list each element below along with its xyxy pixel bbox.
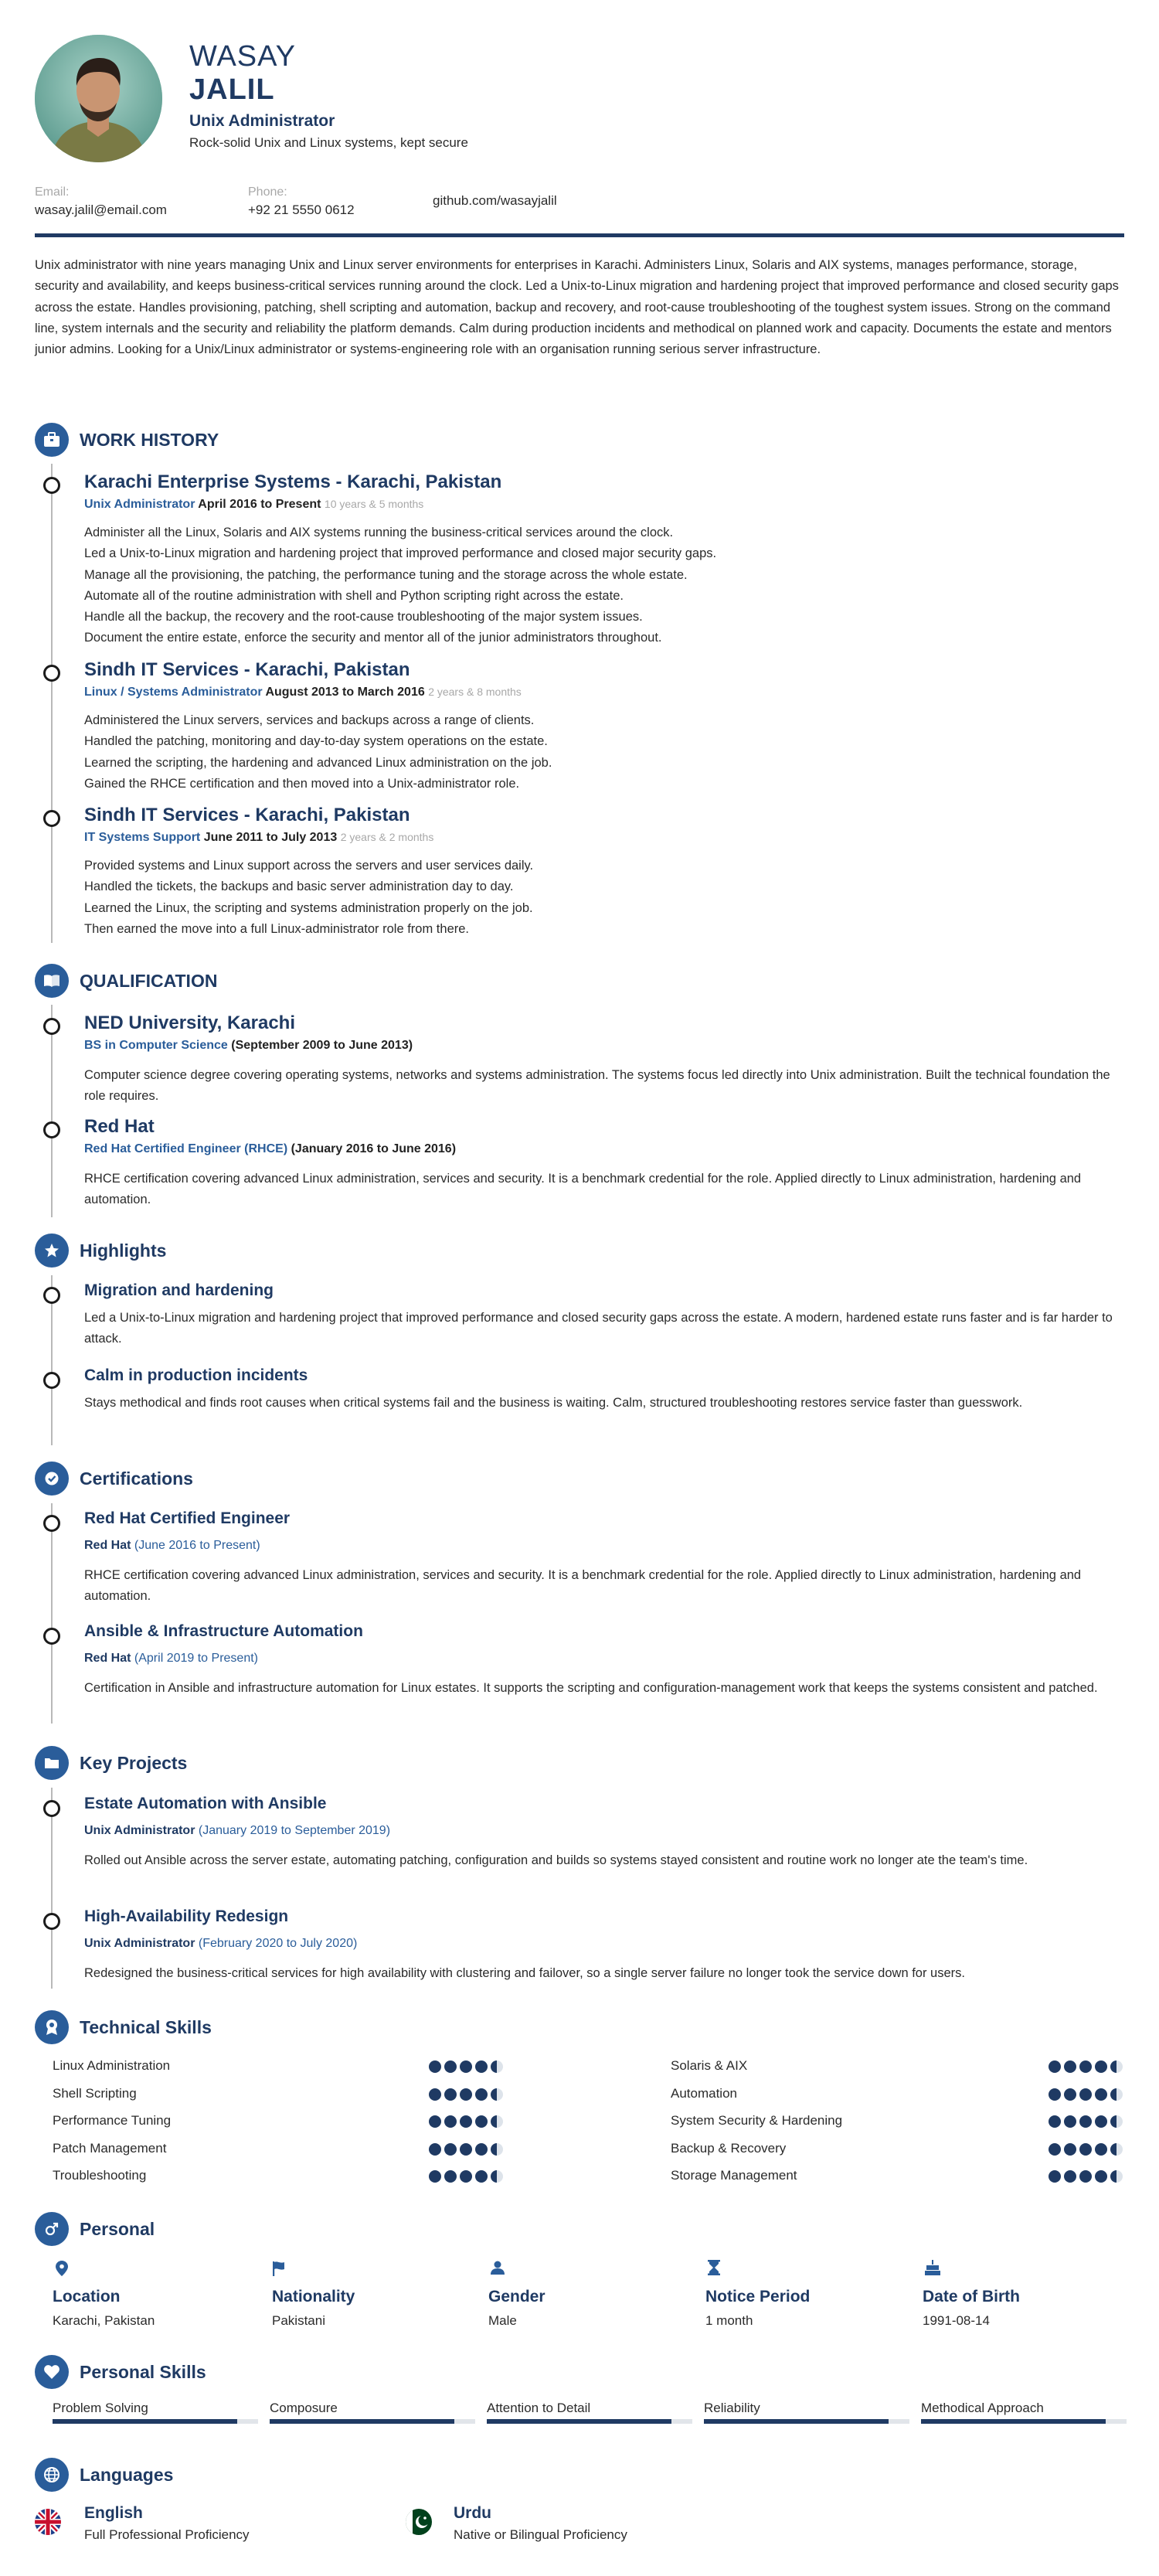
education-entry xyxy=(84,1116,1124,1211)
rating-dot xyxy=(1079,2170,1092,2183)
phone-value[interactable]: +92 21 5550 0612 xyxy=(248,202,355,217)
personal-skill-bar-fill xyxy=(270,2419,454,2424)
uk-flag-icon xyxy=(35,2509,61,2535)
company-name: Sindh IT Services - Karachi, Pakistan xyxy=(84,805,410,825)
star-badge-icon xyxy=(35,1234,69,1268)
highlight-title: Migration and hardening xyxy=(84,1281,274,1299)
section-title: Personal Skills xyxy=(80,2361,206,2382)
personal-skill-bar xyxy=(53,2419,258,2424)
skill-rating xyxy=(1049,2088,1123,2101)
skill-name: Shell Scripting xyxy=(53,2085,137,2101)
skill-rating xyxy=(1049,2115,1123,2128)
job-entry xyxy=(84,805,1124,940)
personal-label: Gender xyxy=(488,2288,546,2305)
bullet: Automate all of the routine administration with shell and Python scripting right across the estate. xyxy=(84,588,624,603)
job-meta xyxy=(84,498,1124,512)
job-bullets xyxy=(84,856,1124,940)
summary: Unix administrator with nine years managing Unix and Linux server environments for enterprises in Karachi. Administers Linux, Solaris and AIX systems, manages performance, storage, security and availability, and keeps business-critical services running around the clock. Led a Unix-to-Linux migration and hardening project that improved performance and closed security gaps across the estate. Handles provisioning, patching, shell scripting and automation, backup and recovery, and root-cause troubleshooting of the toughest system issues. Strong on the command line, system internals and the security and reliability the platform demands. Calm during production incidents and methodical on planned work and capacity. Documents the estate and mentors junior admins. Looking for a Unix/Linux administrator or systems-engineering role with an organisation running serious server infrastructure. xyxy=(35,258,1119,357)
rating-dot xyxy=(1064,2143,1076,2156)
globe-icon xyxy=(35,2458,69,2492)
rating-dot xyxy=(1110,2088,1123,2101)
project-text: Rolled out Ansible across the server estate, automating patching, configuration and builds so systems stayed consistent and routine work no longer ate the team's time. xyxy=(84,1853,1028,1867)
technical-skills-header xyxy=(35,2010,212,2044)
gender-icon xyxy=(35,2212,69,2246)
project-role: Unix Administrator xyxy=(84,1824,195,1837)
rating-dot xyxy=(1049,2060,1061,2073)
personal-skill-bar-fill xyxy=(704,2419,889,2424)
job-bullets xyxy=(84,522,1124,649)
section-title: Certifications xyxy=(80,1468,193,1489)
rating-dot xyxy=(444,2115,457,2128)
education-text: Computer science degree covering operating systems, networks and systems administration. The systems focus led directly into Unix administration. Built the technical foundation the role requires. xyxy=(84,1068,1110,1104)
phone-label: Phone: xyxy=(248,185,287,199)
personal-skill-name: Attention to Detail xyxy=(487,2401,591,2415)
email-block xyxy=(35,185,167,218)
rating-dot xyxy=(460,2143,472,2156)
website-block xyxy=(433,193,557,209)
rating-dot xyxy=(491,2170,503,2183)
rating-dot xyxy=(1049,2115,1061,2128)
job-dates: August 2013 to March 2016 xyxy=(265,686,425,699)
rating-dot xyxy=(1064,2170,1076,2183)
section-title: Key Projects xyxy=(80,1752,188,1773)
language-level: Full Professional Proficiency xyxy=(84,2527,250,2542)
company-name: Sindh IT Services - Karachi, Pakistan xyxy=(84,659,410,680)
project-entry xyxy=(84,1795,1124,1871)
rating-dot xyxy=(1095,2088,1107,2101)
rating-dot xyxy=(1049,2088,1061,2101)
cake-icon xyxy=(925,2260,940,2280)
personal-header xyxy=(35,2212,155,2246)
certificate-check-icon xyxy=(35,1462,69,1496)
rating-dot xyxy=(1095,2060,1107,2073)
rating-dot xyxy=(1064,2060,1076,2073)
rating-dot xyxy=(429,2115,441,2128)
skill-name: Backup & Recovery xyxy=(671,2140,787,2156)
job-duration: 2 years & 8 months xyxy=(428,686,522,698)
job-dates: April 2016 to Present xyxy=(198,498,321,511)
certification-issuer: Red Hat xyxy=(84,1652,131,1665)
email-label: Email: xyxy=(35,185,70,199)
rating-dot xyxy=(475,2060,488,2073)
certification-entry xyxy=(84,1622,1124,1699)
job-dates: June 2011 to July 2013 xyxy=(203,831,338,844)
work-history-header xyxy=(35,423,219,457)
rating-dot xyxy=(1064,2115,1076,2128)
languages-header xyxy=(35,2458,173,2492)
project-meta xyxy=(84,1824,1124,1838)
personal-skill-bar xyxy=(270,2419,475,2424)
certification-text: Certification in Ansible and infrastructure automation for Linux estates. It supports the scripting and configuration-management work that keeps the systems consistent and patched. xyxy=(84,1681,1098,1695)
section-title: Languages xyxy=(80,2464,174,2485)
project-entry xyxy=(84,1907,1124,1984)
personal-label: Nationality xyxy=(272,2288,355,2305)
skill-name: Automation xyxy=(671,2085,737,2101)
section-title: Highlights xyxy=(80,1240,167,1261)
personal-skill-name: Composure xyxy=(270,2401,338,2415)
timeline-line xyxy=(51,464,53,943)
skill-name: Linux Administration xyxy=(53,2058,171,2073)
job-duration: 10 years & 5 months xyxy=(324,498,424,510)
rating-dot xyxy=(1064,2088,1076,2101)
rating-dot xyxy=(1079,2060,1092,2073)
bullet: Handle all the backup, the recovery and the root-cause troubleshooting of the major system issues. xyxy=(84,610,643,624)
rating-dot xyxy=(1049,2143,1061,2156)
skill-rating xyxy=(1049,2143,1123,2156)
section-title: Technical Skills xyxy=(80,2016,212,2037)
profile-photo xyxy=(35,35,162,162)
certification-meta xyxy=(84,1539,1124,1553)
personal-skill-name: Problem Solving xyxy=(53,2401,148,2415)
rating-dot xyxy=(491,2060,503,2073)
personal-skill-bar-fill xyxy=(921,2419,1106,2424)
school-name: NED University, Karachi xyxy=(84,1012,295,1033)
bullet: Administered the Linux servers, services and backups across a range of clients. xyxy=(84,713,535,727)
rating-dot xyxy=(475,2170,488,2183)
job-entry xyxy=(84,659,1124,795)
bullet: Learned the Linux, the scripting and systems administration properly on the job. xyxy=(84,900,533,915)
bullet: Document the entire estate, enforce the security and mentor all of the junior administrators throughout. xyxy=(84,631,662,645)
certification-title: Red Hat Certified Engineer xyxy=(84,1509,291,1527)
rating-dot xyxy=(460,2115,472,2128)
timeline-dot xyxy=(43,1372,60,1389)
header-divider xyxy=(35,233,1124,237)
company-name: Karachi Enterprise Systems - Karachi, Pakistan xyxy=(84,471,502,492)
highlights-header xyxy=(35,1234,166,1268)
personal-skill-name: Methodical Approach xyxy=(921,2401,1044,2415)
job-meta xyxy=(84,831,1124,845)
personal-value: 1991-08-14 xyxy=(923,2313,990,2328)
location-pin-icon xyxy=(56,2261,68,2281)
rating-dot xyxy=(1110,2060,1123,2073)
rating-dot xyxy=(429,2143,441,2156)
rating-dot xyxy=(491,2088,503,2101)
job-position: Unix Administrator xyxy=(84,498,195,511)
personal-skill-bar xyxy=(487,2419,692,2424)
certification-text: RHCE certification covering advanced Linux administration, services and security. It is a benchmark credential for the role. Applied directly to Linux administration, hardening and automation. xyxy=(84,1568,1082,1604)
bullet: Then earned the move into a full Linux-administrator role from there. xyxy=(84,921,469,936)
rating-dot xyxy=(475,2088,488,2101)
skill-rating xyxy=(429,2088,503,2101)
rating-dot xyxy=(475,2115,488,2128)
rating-dot xyxy=(1110,2143,1123,2156)
email-value[interactable]: wasay.jalil@email.com xyxy=(35,202,167,217)
personal-value: 1 month xyxy=(705,2313,753,2328)
job-bullets xyxy=(84,710,1124,795)
project-title: Estate Automation with Ansible xyxy=(84,1795,327,1812)
projects-header xyxy=(35,1746,187,1780)
certification-entry xyxy=(84,1509,1124,1608)
job-meta xyxy=(84,686,1124,699)
education-meta xyxy=(84,1039,1124,1053)
section-title: WORK HISTORY xyxy=(80,429,219,450)
job-entry xyxy=(84,471,1124,649)
bullet: Led a Unix-to-Linux migration and hardening project that improved performance and closed major security gaps. xyxy=(84,546,717,561)
skill-rating xyxy=(1049,2060,1123,2073)
rating-dot xyxy=(460,2088,472,2101)
folder-icon xyxy=(35,1746,69,1780)
skill-rating xyxy=(429,2115,503,2128)
award-ribbon-icon xyxy=(35,2010,69,2044)
personal-value: Male xyxy=(488,2313,517,2328)
skill-name: Troubleshooting xyxy=(53,2168,147,2183)
certifications-header xyxy=(35,1462,193,1496)
education-text: RHCE certification covering advanced Linux administration, services and security. It is a benchmark credential for the role. Applied directly to Linux administration, hardening and automation. xyxy=(84,1172,1082,1207)
project-meta xyxy=(84,1937,1124,1951)
bullet: Learned the scripting, the hardening and advanced Linux administration on the job. xyxy=(84,755,552,770)
timeline-dot xyxy=(43,1121,60,1138)
rating-dot xyxy=(1079,2115,1092,2128)
project-dates: (February 2020 to July 2020) xyxy=(198,1937,358,1950)
personal-label: Date of Birth xyxy=(923,2288,1020,2305)
highlight-text: Led a Unix-to-Linux migration and hardening project that improved performance and closed security gaps across the estate. A modern, hardened estate runs faster and is far harder to attack. xyxy=(84,1311,1113,1346)
timeline-dot xyxy=(43,1628,60,1645)
skill-name: System Security & Hardening xyxy=(671,2113,843,2128)
section-title: Personal xyxy=(80,2218,155,2239)
rating-dot xyxy=(444,2060,457,2073)
briefcase-icon xyxy=(35,423,69,457)
hourglass-icon xyxy=(708,2260,720,2280)
personal-skills-header xyxy=(35,2355,206,2389)
highlight-title: Calm in production incidents xyxy=(84,1366,308,1384)
rating-dot xyxy=(460,2170,472,2183)
timeline-dot xyxy=(43,1913,60,1930)
rating-dot xyxy=(1095,2143,1107,2156)
rating-dot xyxy=(1095,2115,1107,2128)
rating-dot xyxy=(429,2088,441,2101)
book-icon xyxy=(35,964,69,998)
rating-dot xyxy=(460,2060,472,2073)
certification-meta xyxy=(84,1652,1124,1666)
degree: BS in Computer Science xyxy=(84,1039,228,1052)
heart-icon xyxy=(35,2355,69,2389)
pakistan-flag-icon xyxy=(406,2509,432,2535)
personal-label: Notice Period xyxy=(705,2288,811,2305)
highlight-entry xyxy=(84,1366,1124,1414)
education-dates: (September 2009 to June 2013) xyxy=(231,1039,413,1052)
bullet: Manage all the provisioning, the patching, the performance tuning and the storage across the whole estate. xyxy=(84,567,688,582)
rating-dot xyxy=(444,2143,457,2156)
skill-name: Solaris & AIX xyxy=(671,2058,748,2073)
bullet: Provided systems and Linux support across the servers and user services daily. xyxy=(84,859,534,873)
skill-name: Performance Tuning xyxy=(53,2113,172,2128)
rating-dot xyxy=(1095,2170,1107,2183)
rating-dot xyxy=(444,2088,457,2101)
skill-name: Storage Management xyxy=(671,2168,797,2183)
rating-dot xyxy=(475,2143,488,2156)
rating-dot xyxy=(1049,2170,1061,2183)
bullet: Handled the tickets, the backups and basic server administration day to day. xyxy=(84,880,514,894)
personal-label: Location xyxy=(53,2288,121,2305)
timeline-dot xyxy=(43,810,60,827)
highlight-text: Stays methodical and finds root causes when critical systems fail and the business is waiting. Calm, structured troubleshooting restores service faster than guesswork. xyxy=(84,1396,1023,1410)
education-dates: (January 2016 to June 2016) xyxy=(291,1142,457,1155)
rating-dot xyxy=(429,2060,441,2073)
phone-block xyxy=(248,185,355,218)
language-level: Native or Bilingual Proficiency xyxy=(454,2527,627,2542)
personal-skill-bar xyxy=(704,2419,909,2424)
language-name: English xyxy=(84,2504,143,2522)
language-name: Urdu xyxy=(454,2504,491,2522)
skill-rating xyxy=(429,2143,503,2156)
timeline-line xyxy=(51,1788,53,1989)
flag-icon xyxy=(272,2261,286,2281)
skill-name: Patch Management xyxy=(53,2140,167,2156)
qualification-header xyxy=(35,964,217,998)
project-role: Unix Administrator xyxy=(84,1937,195,1950)
certification-dates: (June 2016 to Present) xyxy=(134,1539,260,1552)
timeline-dot xyxy=(43,1287,60,1304)
personal-skill-name: Reliability xyxy=(704,2401,760,2415)
personal-value: Karachi, Pakistan xyxy=(53,2313,155,2328)
timeline-line xyxy=(51,1503,53,1724)
section-title: QUALIFICATION xyxy=(80,970,218,991)
job-position: Linux / Systems Administrator xyxy=(84,686,263,699)
bullet: Gained the RHCE certification and then moved into a Unix-administrator role. xyxy=(84,776,520,791)
rating-dot xyxy=(491,2143,503,2156)
certification-dates: (April 2019 to Present) xyxy=(134,1652,258,1665)
education-meta xyxy=(84,1142,1124,1156)
bullet: Administer all the Linux, Solaris and AIX systems running the business-critical services around the clock. xyxy=(84,526,674,539)
personal-skill-bar xyxy=(921,2419,1127,2424)
job-duration: 2 years & 2 months xyxy=(340,831,434,843)
certification-title: Ansible & Infrastructure Automation xyxy=(84,1622,363,1640)
bullet: Handled the patching, monitoring and day-to-day system operations on the estate. xyxy=(84,734,548,749)
first-name: WASAY xyxy=(189,40,297,73)
rating-dot xyxy=(1110,2115,1123,2128)
project-dates: (January 2019 to September 2019) xyxy=(198,1824,391,1837)
tagline: Rock-solid Unix and Linux systems, kept secure xyxy=(189,135,468,150)
personal-skill-bar-fill xyxy=(53,2419,237,2424)
timeline-dot xyxy=(43,477,60,494)
timeline-dot xyxy=(43,665,60,682)
certification-issuer: Red Hat xyxy=(84,1539,131,1552)
skill-rating xyxy=(1049,2170,1123,2183)
rating-dot xyxy=(491,2115,503,2128)
job-position: IT Systems Support xyxy=(84,831,201,844)
project-text: Redesigned the business-critical services for high availability with clustering and failover, so a single server failure no longer took the service down for users. xyxy=(84,1966,965,1980)
skill-rating xyxy=(429,2170,503,2183)
skill-rating xyxy=(429,2060,503,2073)
degree: Red Hat Certified Engineer (RHCE) xyxy=(84,1142,288,1155)
rating-dot xyxy=(429,2170,441,2183)
education-entry xyxy=(84,1012,1124,1108)
rating-dot xyxy=(1110,2170,1123,2183)
rating-dot xyxy=(1079,2143,1092,2156)
timeline-dot xyxy=(43,1018,60,1035)
project-title: High-Availability Redesign xyxy=(84,1907,289,1925)
timeline-dot xyxy=(43,1515,60,1532)
school-name: Red Hat xyxy=(84,1116,155,1137)
last-name: JALIL xyxy=(189,73,275,106)
website-link[interactable]: github.com/wasayjalil xyxy=(433,193,557,208)
rating-dot xyxy=(1079,2088,1092,2101)
rating-dot xyxy=(444,2170,457,2183)
job-title: Unix Administrator xyxy=(189,112,335,130)
person-icon xyxy=(491,2261,505,2279)
personal-skill-bar-fill xyxy=(487,2419,671,2424)
timeline-line xyxy=(51,1005,53,1217)
timeline-dot xyxy=(43,1800,60,1817)
highlight-entry xyxy=(84,1281,1124,1350)
personal-value: Pakistani xyxy=(272,2313,325,2328)
